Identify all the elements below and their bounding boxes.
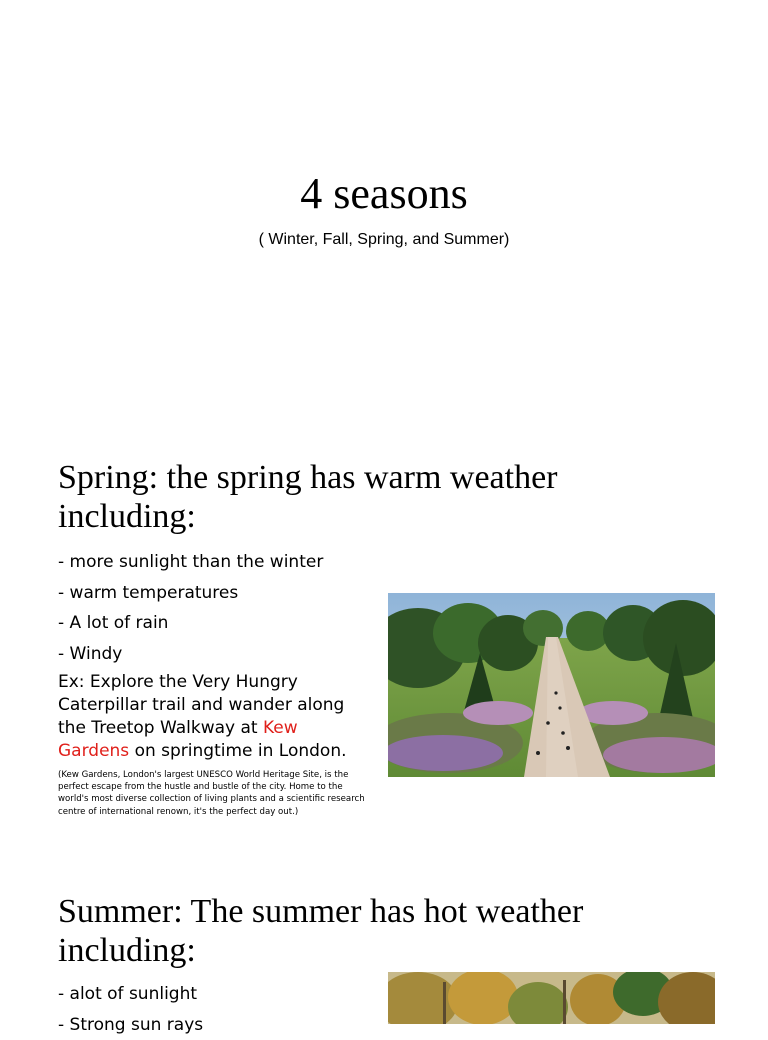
summer-bullet-list — [58, 979, 378, 1040]
kew-gardens-link[interactable]: Kew Gardens — [58, 718, 298, 761]
garden-path-image — [388, 593, 715, 777]
example-text-end: on springtime in London. — [129, 741, 346, 761]
list-item: - warm temperatures — [58, 578, 378, 609]
summer-trees-image — [388, 972, 715, 1024]
summer-heading: Summer: The summer has hot weather including: — [58, 892, 698, 970]
page-title: 4 seasons — [0, 168, 768, 220]
kew-gardens-photo — [388, 593, 715, 777]
list-item: - Strong sun rays — [58, 1010, 378, 1040]
example-text: Ex: Explore the Very Hungry Caterpillar trail and wander along the Treetop Walkway at — [58, 672, 344, 738]
spring-example — [58, 671, 368, 763]
spring-note: (Kew Gardens, London's largest UNESCO World Heritage Site, is the perfect escape from the hustle and bustle of the city. Home to the world's most diverse collection of living plants and a scientific research centre of international renown, it's the perfect day out.) — [58, 769, 370, 818]
page-subtitle: ( Winter, Fall, Spring, and Summer) — [0, 230, 768, 250]
summer-photo — [388, 972, 715, 1024]
list-item: - alot of sunlight — [58, 979, 378, 1010]
list-item: - A lot of rain — [58, 608, 378, 639]
list-item: - more sunlight than the winter — [58, 547, 378, 578]
spring-bullet-list — [58, 547, 378, 669]
list-item: - Windy — [58, 639, 378, 670]
title-slide — [0, 0, 768, 420]
spring-heading: Spring: the spring has warm weather including: — [58, 458, 698, 536]
